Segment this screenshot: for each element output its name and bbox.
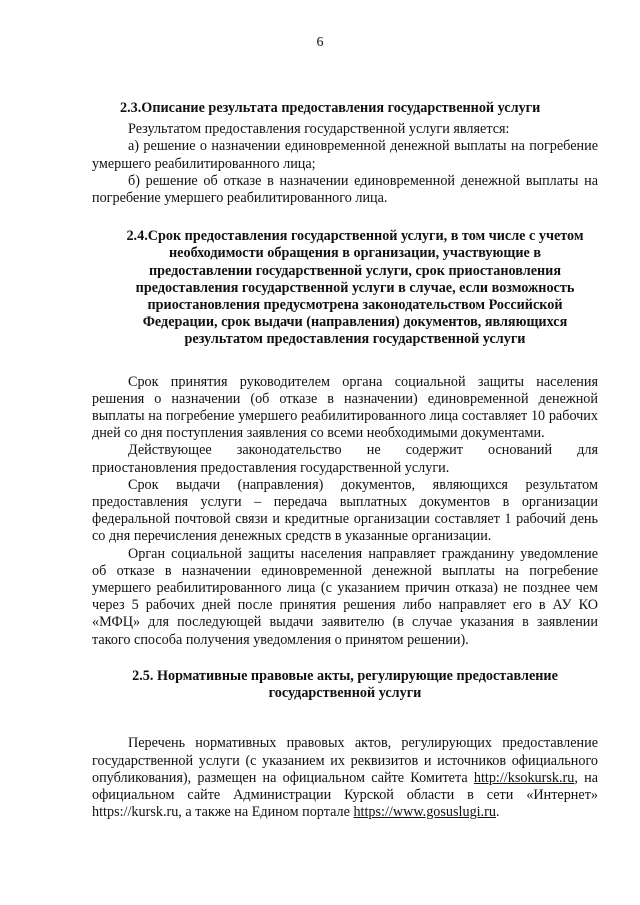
section-2-3-heading: 2.3.Описание результата предоставления государственной услуги (120, 100, 541, 116)
section-2-5-paragraph-1 (92, 735, 598, 821)
section-2-5-text-middle: , на официальном сайте Администрации Курской области в сети «Интернет» https://kursk.ru, а также на Едином портале (92, 769, 598, 821)
section-2-4-heading: 2.4.Срок предоставления государственной услуги, в том числе с учетом необходимости обращения в организации, участвующие в предоставлении государственной услуги, срок приостановления предоставления государственной услуги в случае, если возможность приостановления предусмотрена законодательством Российской Федерации, срок выдачи (направления) документов, являющихся результатом предоставления государственной услуги (126, 228, 584, 348)
section-2-4-paragraph-3: Срок выдачи (направления) документов, являющихся результатом предоставления услуги – передача выплатных документов в организации федеральной почтовой связи и кредитные организации составляет 1 рабочий день со дня перечисления денежных средств в указанные организации. (92, 476, 598, 545)
document-body (92, 82, 598, 821)
gosuslugi-portal-link[interactable]: https://www.gosuslugi.ru (353, 804, 496, 821)
section-2-3-intro: Результатом предоставления государственной услуги является: (128, 121, 510, 138)
section-2-3-item-b: б) решение об отказе в назначении единовременной денежной выплаты на погребение умершего реабилитированного лица. (92, 172, 598, 207)
section-2-4-paragraph-4: Орган социальной защиты населения направляет гражданину уведомление об отказе в назначении единовременной денежной выплаты на погребение умершего реабилитированного лица (с указанием причин отказа) не позднее чем через 5 рабочих дней после принятия решения либо направляет его в АУ КО «МФЦ» для последующей выдачи заявителю (в случае указания в заявлении такого способа получения уведомления о принятом решении). (92, 545, 598, 648)
page-number: 6 (316, 35, 324, 50)
committee-website-link[interactable]: http://ksokursk.ru (473, 769, 575, 786)
section-2-3-item-a: а) решение о назначении единовременной денежной выплаты на погребение умершего реабилитированного лица; (92, 138, 598, 172)
section-2-5-text-end: . (495, 804, 500, 821)
section-2-4-paragraph-1: Срок принятия руководителем органа социальной защиты населения решения о назначении (об отказе в назначении) единовременной денежной выплаты на погребение умершего реабилитированного лица составляет 10 рабочих дней со дня поступления заявления со всеми необходимыми документами. (92, 373, 598, 442)
section-2-5-heading: 2.5. Нормативные правовые акты, регулирующие предоставление государственной услуги (132, 667, 558, 702)
section-2-4-paragraph-2: Действующее законодательство не содержит оснований для приостановления предоставления государственной услуги. (92, 442, 598, 476)
section-2-5-text-start: Перечень нормативных правовых актов, регулирующих предоставление государственной услуги (с указанием их реквизитов и источников официального опубликования), размещен на официальном сайте Комитета (92, 735, 598, 786)
